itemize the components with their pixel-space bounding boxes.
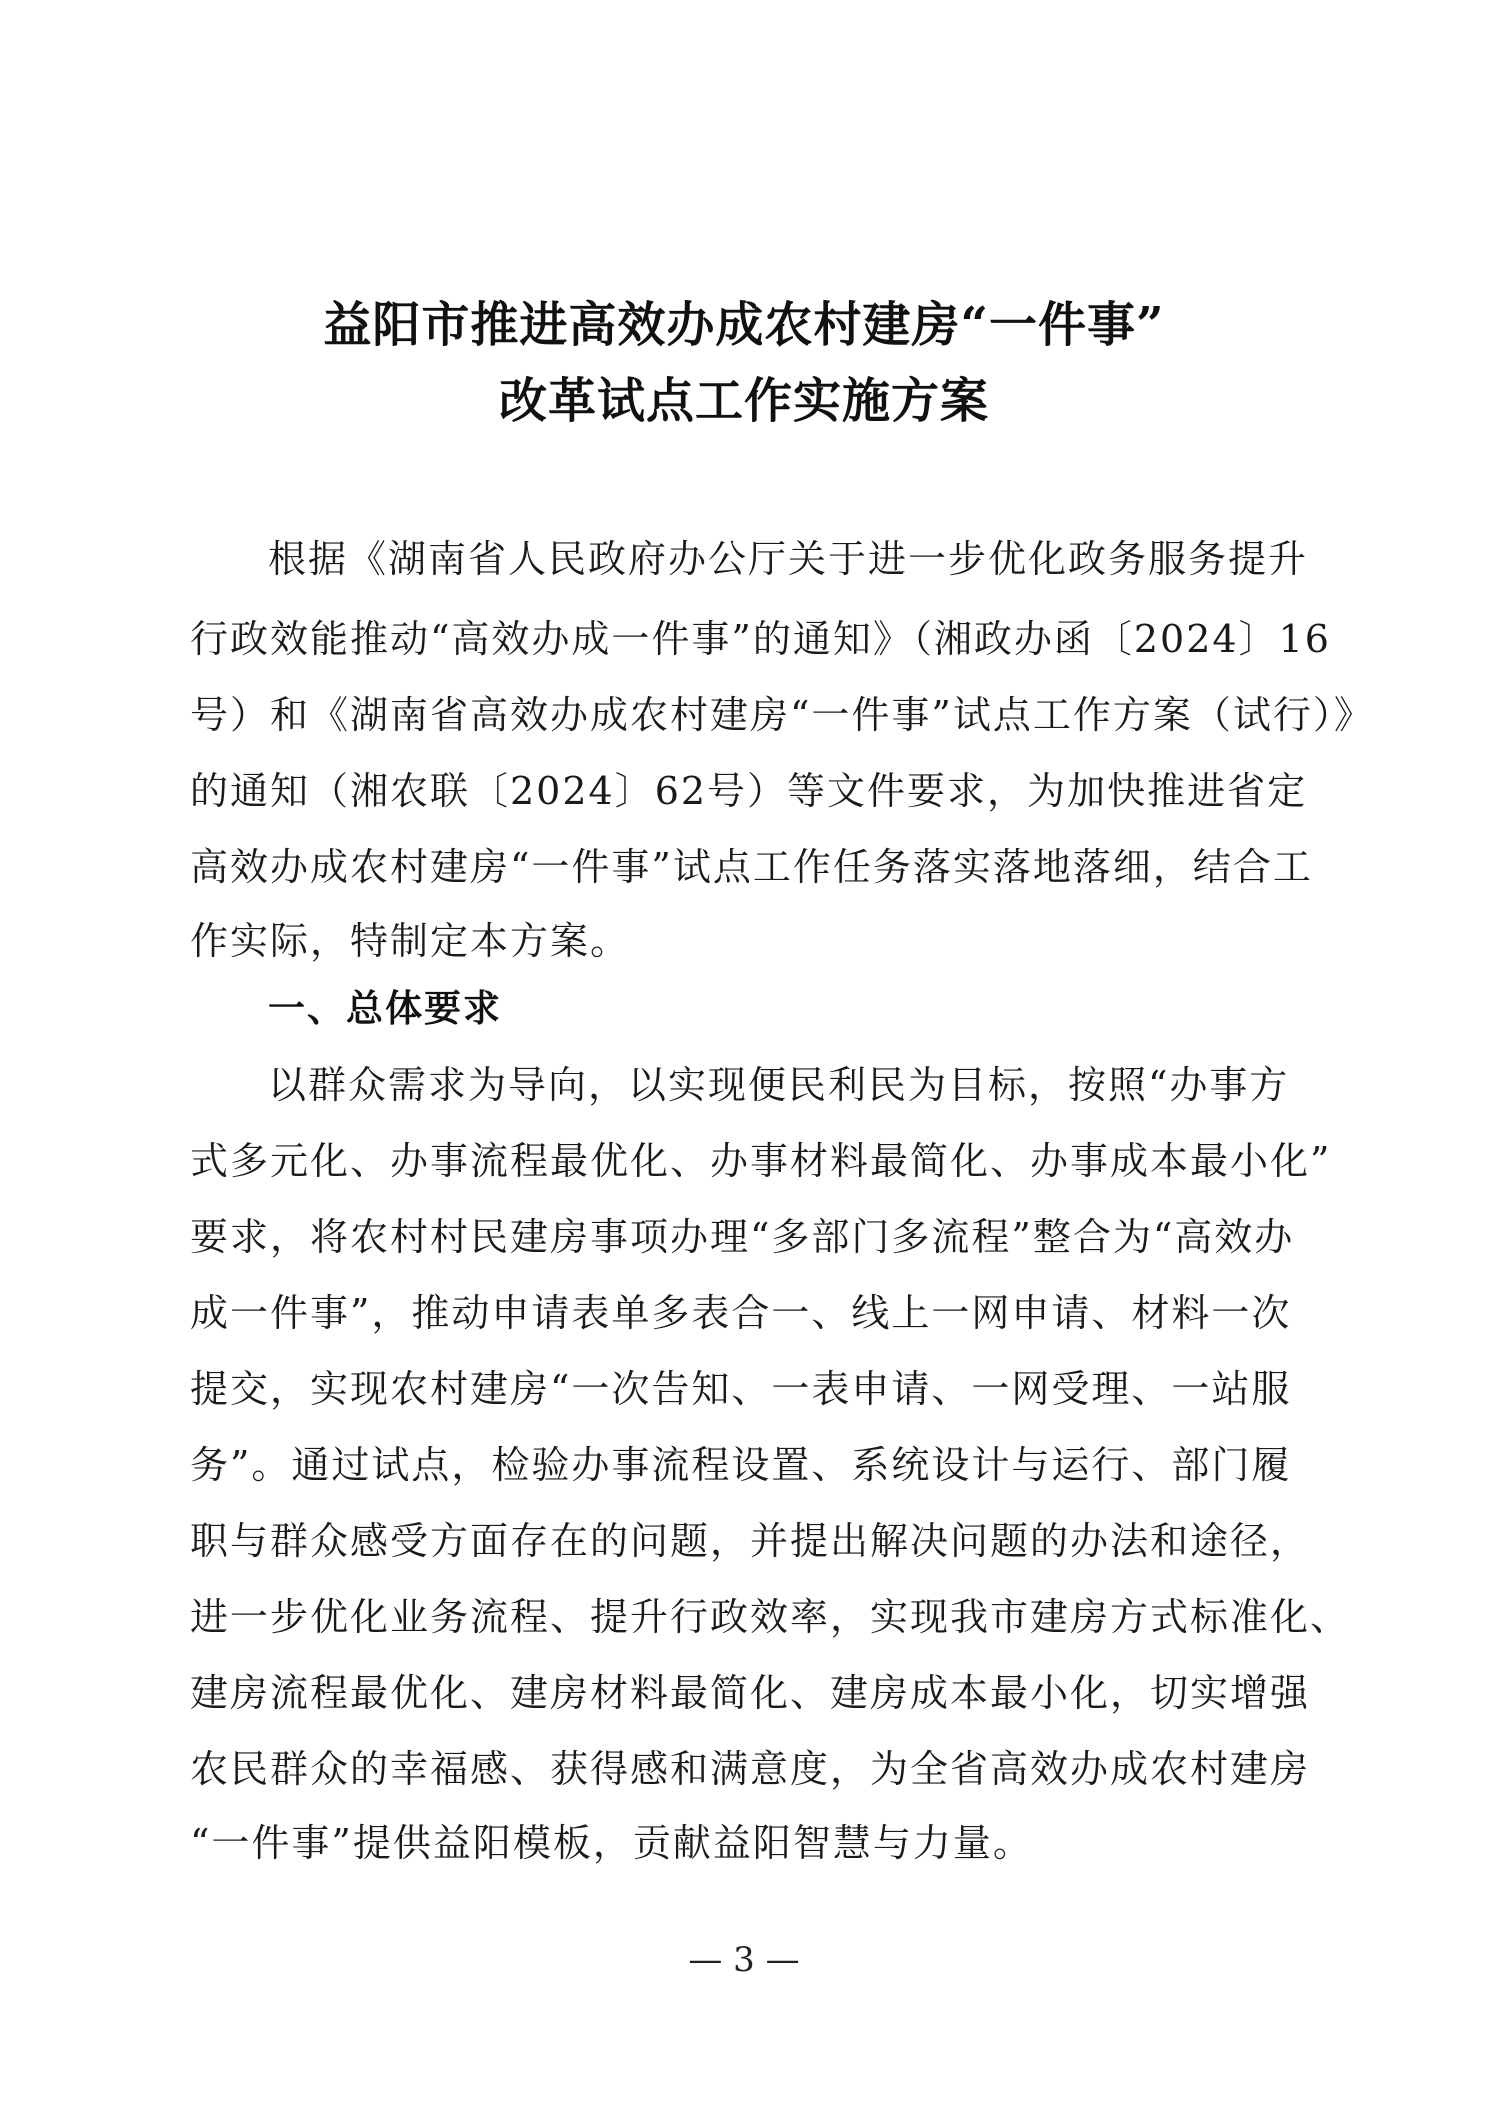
- paragraph-2-line-6: 务”。通过试点，检验办事流程设置、系统设计与运行、部门履: [190, 1443, 1292, 1487]
- paragraph-2-line-1: 以群众需求为导向，以实现便民利民为目标，按照“办事方: [268, 1063, 1290, 1107]
- paragraph-2-line-2: 式多元化、办事流程最优化、办事材料最简化、办事成本最小化”: [190, 1139, 1332, 1183]
- paragraph-1-line-6: 作实际，特制定本方案。: [190, 919, 631, 963]
- paragraph-2-line-11: “一件事”提供益阳模板，贡献益阳智慧与力量。: [190, 1821, 1033, 1865]
- document-title-line-1: 益阳市推进高效办成农村建房“一件事”: [323, 297, 1165, 353]
- paragraph-1-line-4: 的通知（湘农联〔2024〕62号）等文件要求，为加快推进省定: [190, 769, 1308, 813]
- section-heading-overall-requirements: 一、总体要求: [268, 987, 502, 1030]
- paragraph-2-line-10: 农民群众的幸福感、获得感和满意度，为全省高效办成农村建房: [190, 1747, 1311, 1791]
- paragraph-2-line-4: 成一件事”，推动申请表单多表合一、线上一网申请、材料一次: [190, 1291, 1292, 1335]
- paragraph-2-line-7: 职与群众感受方面存在的问题，并提出解决问题的办法和途径，: [190, 1519, 1311, 1563]
- document-title-line-2: 改革试点工作实施方案: [498, 373, 989, 429]
- paragraph-1-line-5: 高效办成农村建房“一件事”试点工作任务落实落地落细，结合工: [190, 845, 1313, 889]
- paragraph-2-line-9: 建房流程最优化、建房材料最简化、建房成本最小化，切实增强: [190, 1671, 1311, 1715]
- paragraph-2-line-5: 提交，实现农村建房“一次告知、一表申请、一网受理、一站服: [190, 1367, 1292, 1411]
- page-number: — 3 —: [688, 1940, 800, 1980]
- paragraph-2-line-8: 进一步优化业务流程、提升行政效率，实现我市建房方式标准化、: [190, 1595, 1351, 1639]
- paragraph-1-line-3: 号）和《湖南省高效办成农村建房“一件事”试点工作方案（试行）》: [190, 693, 1374, 737]
- paragraph-1-line-2: 行政效能推动“高效办成一件事”的通知》（湘政办函〔2024〕16: [190, 617, 1331, 661]
- paragraph-2-line-3: 要求，将农村村民建房事项办理“多部门多流程”整合为“高效办: [190, 1215, 1295, 1259]
- paragraph-1-line-1: 根据《湖南省人民政府办公厅关于进一步优化政务服务提升: [268, 537, 1309, 581]
